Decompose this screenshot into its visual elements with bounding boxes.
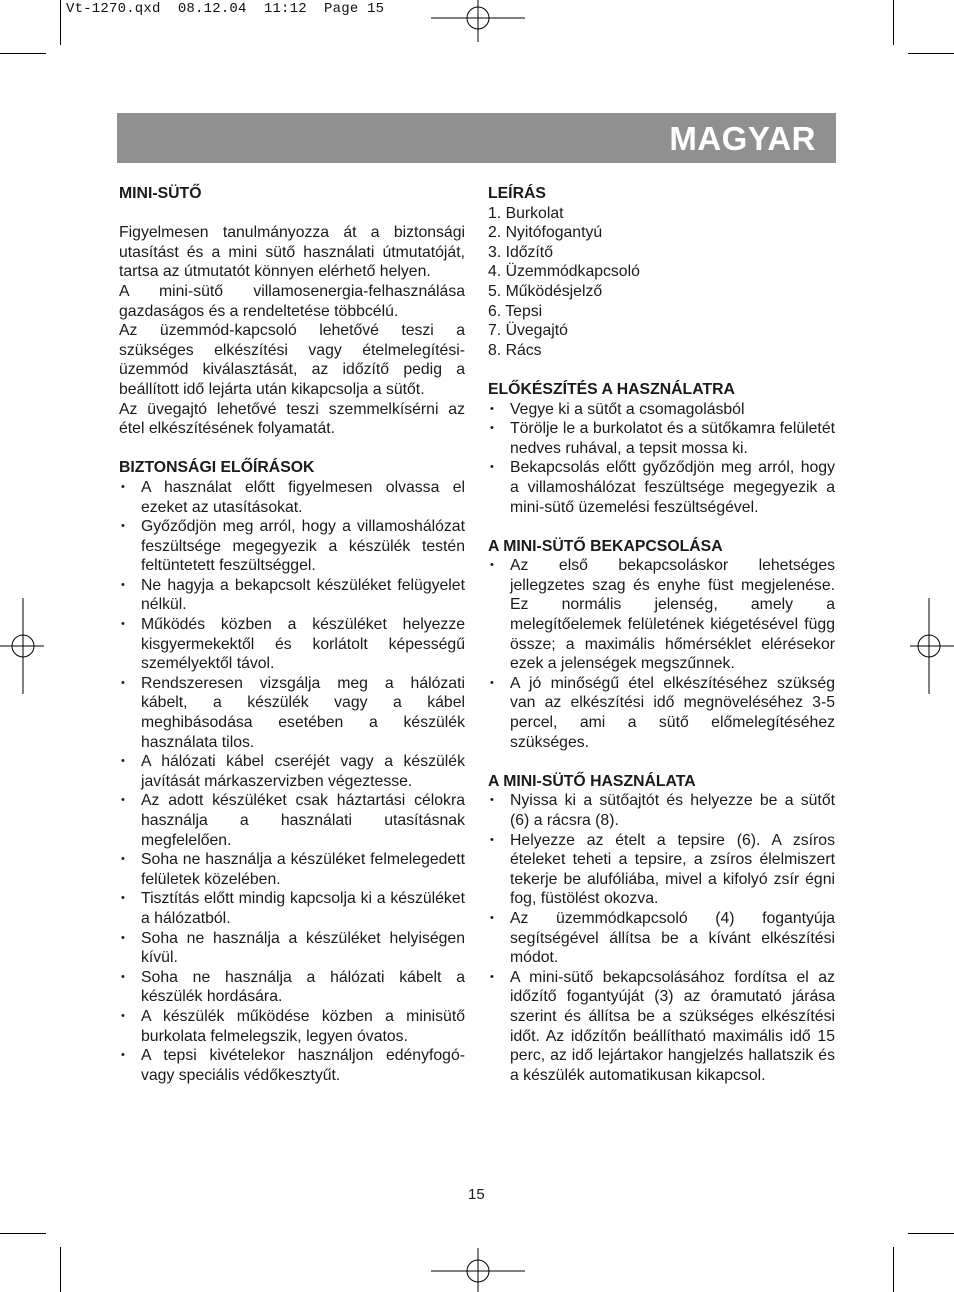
list-item xyxy=(488,968,835,1086)
left-column xyxy=(119,184,465,1085)
bullet-icon: • xyxy=(121,676,125,689)
bullet-icon: • xyxy=(490,911,494,924)
list-item-text: Győződjön meg arról, hogy a villamoshálózat feszültsége megegyezik a készülék testén feltüntetett feszültséggel. xyxy=(141,518,465,575)
list-item-text: Az első bekapcsoláskor lehetséges jellegzetes szag és enyhe füst megjelenése. Ez normális jelenség, amely a melegítőelemek felületének kiégetésével függ össze; a maximális hőmérséklet elérésekor ezek a jelenségek megszűnnek. xyxy=(510,557,835,673)
parts-list-item: 5. Működésjelző xyxy=(488,282,603,300)
registration-mark-bottom xyxy=(431,1248,525,1292)
list-item xyxy=(119,615,465,674)
bullet-icon: • xyxy=(121,1009,125,1022)
power-on-list xyxy=(488,556,835,752)
bullet-icon: • xyxy=(490,559,494,572)
section-title-safety: BIZTONSÁGI ELŐÍRÁSOK xyxy=(119,459,315,477)
usage-list xyxy=(488,791,835,1085)
registration-mark-left xyxy=(0,598,44,694)
list-item-text: A készülék működése közben a minisütő burkolata felmelegszik, legyen óvatos. xyxy=(141,1007,465,1045)
list-item-text: A jó minőségű étel elkészítéséhez szükség van az elkészítési idő megnöveléséhez 3-5 percel, ami a sütő előmelegítéséhez szükséges. xyxy=(510,674,835,751)
list-item-text: Nyissa ki a sütőajtót és helyezze be a sütőt (6) a rácsra (8). xyxy=(510,792,835,829)
bullet-icon: • xyxy=(121,931,125,944)
list-item xyxy=(119,478,465,517)
bullet-icon: • xyxy=(121,480,125,493)
list-item-text: Ne hagyja a bekapcsolt készüléket felügyelet nélkül. xyxy=(141,576,465,614)
section-title-mini-oven: MINI-SÜTŐ xyxy=(119,185,202,202)
intro-paragraph: Az üvegajtó lehetővé teszi szemmelkísérni az étel elkészítésének folyamatát. xyxy=(119,400,465,438)
list-item-text: Az üzemmódkapcsoló (4) fogantyúja segítségével állítsa be a kívánt elkészítési módot. xyxy=(510,909,835,967)
list-item-text: A hálózati kábel cseréjét vagy a készülék javítását márkaszervizben végeztesse. xyxy=(141,753,465,790)
bullet-icon: • xyxy=(490,461,494,474)
preparation-list xyxy=(488,400,835,518)
parts-list-item: 1. Burkolat xyxy=(488,204,564,222)
bullet-icon: • xyxy=(121,755,125,768)
section-title-preparation: ELŐKÉSZÍTÉS A HASZNÁLATRA xyxy=(488,380,735,398)
bullet-icon: • xyxy=(121,618,125,631)
parts-list-item: 7. Üvegajtó xyxy=(488,322,568,340)
list-item-text: Helyezze az ételt a tepsire (6). A zsíros ételeket teheti a tepsire, a zsíros élelmiszert tekerje be alufóliába, mivel a kifolyó zsír égni fog, füstölést okozva. xyxy=(510,831,835,908)
safety-list xyxy=(119,478,465,1085)
bullet-icon: • xyxy=(490,402,494,415)
parts-list-item: 3. Időzítő xyxy=(488,243,553,261)
list-item-text: Soha ne használja a készüléket felmelegedett felületek közelében. xyxy=(141,851,465,888)
list-item-text: Törölje le a burkolatot és a sütőkamra felületét nedves ruhával, a tepsit mossa ki. xyxy=(510,420,835,457)
bullet-icon: • xyxy=(121,578,125,591)
list-item xyxy=(488,400,835,420)
list-item-text: Vegye ki a sütőt a csomagolásból xyxy=(510,400,745,418)
list-item xyxy=(119,674,465,752)
parts-list-item: 2. Nyitófogantyú xyxy=(488,224,603,242)
bullet-icon: • xyxy=(490,422,494,435)
list-item-text: A mini-sütő bekapcsolásához fordítsa el az időzítő fogantyúját (3) az óramutató járása szerint és állítsa be a szükséges elkészítési időt. Az időzítőn beállítható maximális idő 15 perc, az idő lejártakor hangjelzés hallatszik és a készülék automatikusan kikapcsol. xyxy=(510,968,835,1084)
list-item xyxy=(119,791,465,850)
banner-title: MAGYAR xyxy=(669,120,816,157)
list-item xyxy=(119,576,465,615)
list-item-text: A használat előtt figyelmesen olvassa el ezeket az utasításokat. xyxy=(141,478,465,516)
right-column xyxy=(488,184,835,1085)
intro-paragraph: A mini-sütő villamosenergia-felhasználása gazdaságos és a rendeltetése többcélú. xyxy=(119,282,465,320)
section-title-description: LEÍRÁS xyxy=(488,185,546,202)
list-item xyxy=(488,556,835,674)
bullet-icon: • xyxy=(121,970,125,983)
list-item-text: Tisztítás előtt mindig kapcsolja ki a készüléket a hálózatból. xyxy=(141,890,465,927)
list-item-text: Soha ne használja a hálózati kábelt a készülék hordására. xyxy=(141,968,465,1006)
list-item-text: Működés közben a készüléket helyezze kisgyermekektől és korlátolt képességű személyektől távol. xyxy=(141,616,465,673)
crop-mark-top-left-v xyxy=(60,0,61,45)
list-item xyxy=(119,850,465,889)
registration-mark-right xyxy=(910,598,954,694)
crop-mark-bottom-left-h xyxy=(0,1233,46,1234)
list-item xyxy=(119,1007,465,1046)
section-title-usage: A MINI-SÜTŐ HASZNÁLATA xyxy=(488,772,696,790)
parts-list-item: 4. Üzemmódkapcsoló xyxy=(488,263,640,281)
crop-mark-bottom-left-v xyxy=(60,1247,61,1292)
list-item xyxy=(488,674,835,752)
list-item xyxy=(488,458,835,517)
bullet-icon: • xyxy=(121,520,125,533)
crop-mark-top-right-h xyxy=(908,53,954,54)
crop-mark-bottom-right-h xyxy=(908,1233,954,1234)
list-item xyxy=(488,831,835,909)
list-item xyxy=(119,752,465,791)
list-item xyxy=(488,419,835,458)
crop-mark-bottom-right-v xyxy=(893,1247,894,1292)
bullet-icon: • xyxy=(121,1049,125,1062)
bullet-icon: • xyxy=(490,833,494,846)
list-item-text: Az adott készüléket csak háztartási célokra használja a használati utasításnak megfelelően. xyxy=(141,792,465,849)
print-slug: Vt-1270.qxd 08.12.04 11:12 Page 15 xyxy=(66,1,385,17)
list-item-text: Soha ne használja a készüléket helyiségen kívül. xyxy=(141,929,465,967)
intro-paragraph: Figyelmesen tanulmányozza át a biztonsági utasítást és a mini sütő használati útmutatóját, tartsa az útmutatót könnyen elérhető helyen. xyxy=(119,224,465,281)
list-item xyxy=(119,517,465,576)
registration-mark-top xyxy=(431,0,525,42)
intro-paragraph: Az üzemmód-kapcsoló lehetővé teszi a szükséges elkészítési vagy ételmelegítési-üzemmód kiválasztását, az időzítő pedig a beállított idő lejárta után kikapcsolja a sütőt. xyxy=(119,322,465,398)
list-item xyxy=(119,968,465,1007)
bullet-icon: • xyxy=(121,853,125,866)
parts-list-item: 6. Tepsi xyxy=(488,302,543,320)
bullet-icon: • xyxy=(121,892,125,905)
list-item xyxy=(488,791,835,830)
bullet-icon: • xyxy=(490,970,494,983)
list-item xyxy=(119,929,465,968)
bullet-icon: • xyxy=(490,794,494,807)
crop-mark-top-right-v xyxy=(893,0,894,45)
section-title-power-on: A MINI-SÜTŐ BEKAPCSOLÁSA xyxy=(488,537,723,555)
list-item-text: A tepsi kivételekor használjon edényfogó- vagy speciális védőkesztyűt. xyxy=(141,1047,465,1084)
crop-mark-top-left-h xyxy=(0,53,46,54)
list-item xyxy=(119,889,465,928)
page-number: 15 xyxy=(468,1186,485,1203)
list-item xyxy=(119,1046,465,1085)
list-item-text: Bekapcsolás előtt győződjön meg arról, hogy a villamoshálózat feszültsége megegyezik a mini-sütő üzemelési feszültségével. xyxy=(510,459,835,516)
bullet-icon: • xyxy=(490,676,494,689)
bullet-icon: • xyxy=(121,794,125,807)
list-item xyxy=(488,909,835,968)
list-item-text: Rendszeresen vizsgálja meg a hálózati kábelt, a készülék vagy a kábel meghibásodása esetében a készülék használata tilos. xyxy=(141,674,465,751)
parts-list-item: 8. Rács xyxy=(488,341,542,359)
language-banner xyxy=(117,113,836,163)
